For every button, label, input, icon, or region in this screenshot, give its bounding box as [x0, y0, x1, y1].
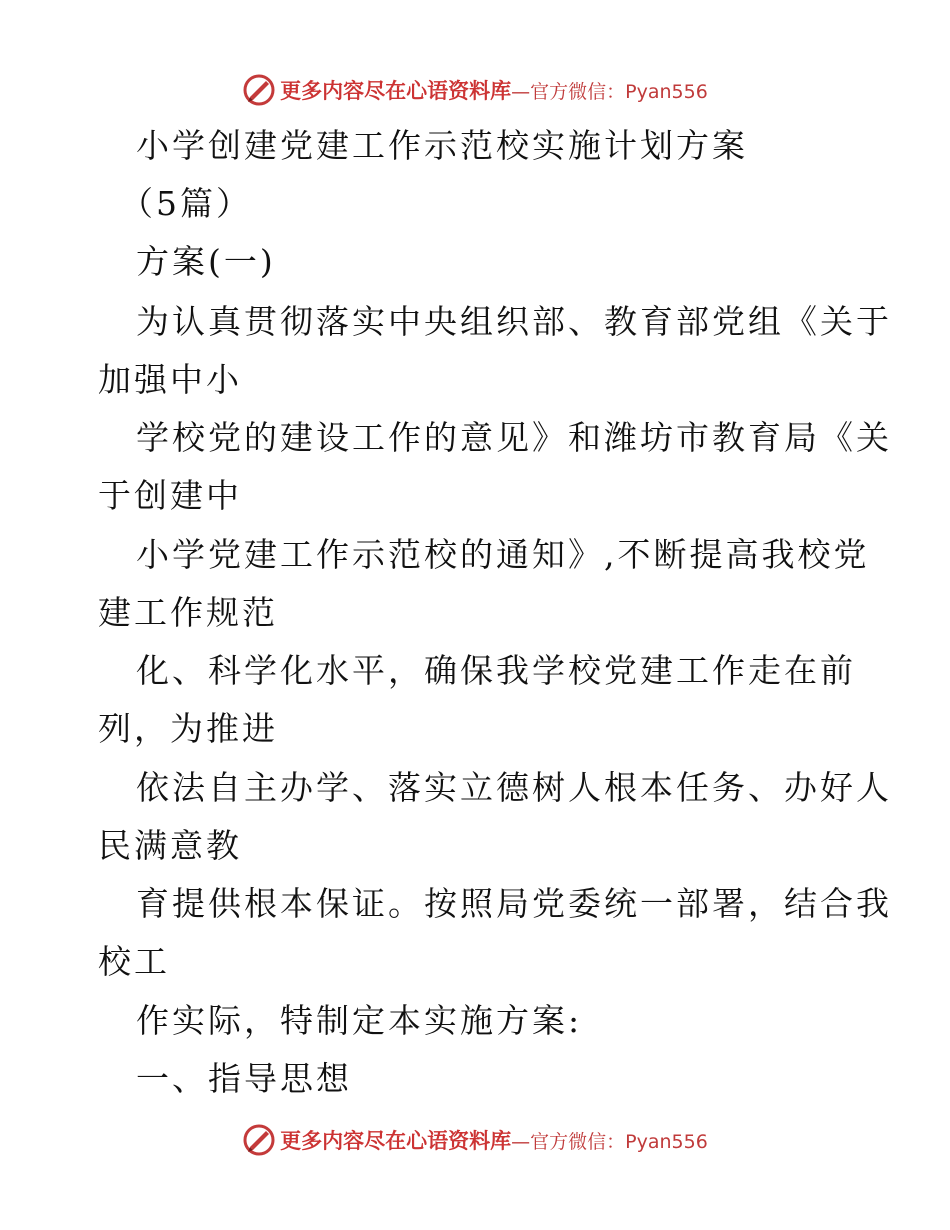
paragraph-line: 依法自主办学、落实立德树人根本任务、办好人: [136, 768, 892, 807]
paragraph-line: 化、科学化水平，确保我学校党建工作走在前: [136, 651, 856, 690]
paragraph-line: 民满意教: [98, 826, 242, 865]
paragraph-line: 学校党的建设工作的意见》和潍坊市教育局《关: [136, 418, 892, 457]
watermark-sub-text: —官方微信：Pyan556: [511, 80, 708, 103]
paragraph-line: 加强中小: [98, 360, 242, 399]
watermark-sub-text: —官方微信：Pyan556: [511, 1130, 708, 1153]
paragraph-line: 育提供根本保证。按照局党委统一部署，结合我: [136, 884, 892, 923]
pen-logo-icon: [242, 73, 276, 107]
paragraph-line: 为认真贯彻落实中央组织部、教育部党组《关于: [136, 302, 892, 341]
document-title: 小学创建党建工作示范校实施计划方案: [136, 126, 748, 165]
watermark-banner-bottom: [0, 1120, 950, 1160]
section-heading: 方案(一): [136, 242, 276, 281]
pen-logo-icon: [242, 1123, 276, 1157]
paragraph-line: 建工作规范: [98, 593, 278, 632]
paragraph-line: 列，为推进: [98, 709, 278, 748]
paragraph-line: 小学党建工作示范校的通知》,不断提高我校党: [136, 535, 870, 574]
paragraph-line: 校工: [98, 942, 170, 981]
paragraph-line: 于创建中: [98, 476, 242, 515]
watermark-banner-top: [0, 70, 950, 110]
watermark-main-text: 更多内容尽在心语资料库: [280, 78, 512, 103]
section-heading-guiding-ideology: 一、指导思想: [136, 1059, 352, 1098]
paragraph-line: 作实际，特制定本实施方案:: [136, 1001, 583, 1040]
document-subtitle: （5篇）: [120, 184, 252, 223]
watermark-main-text: 更多内容尽在心语资料库: [280, 1128, 512, 1153]
